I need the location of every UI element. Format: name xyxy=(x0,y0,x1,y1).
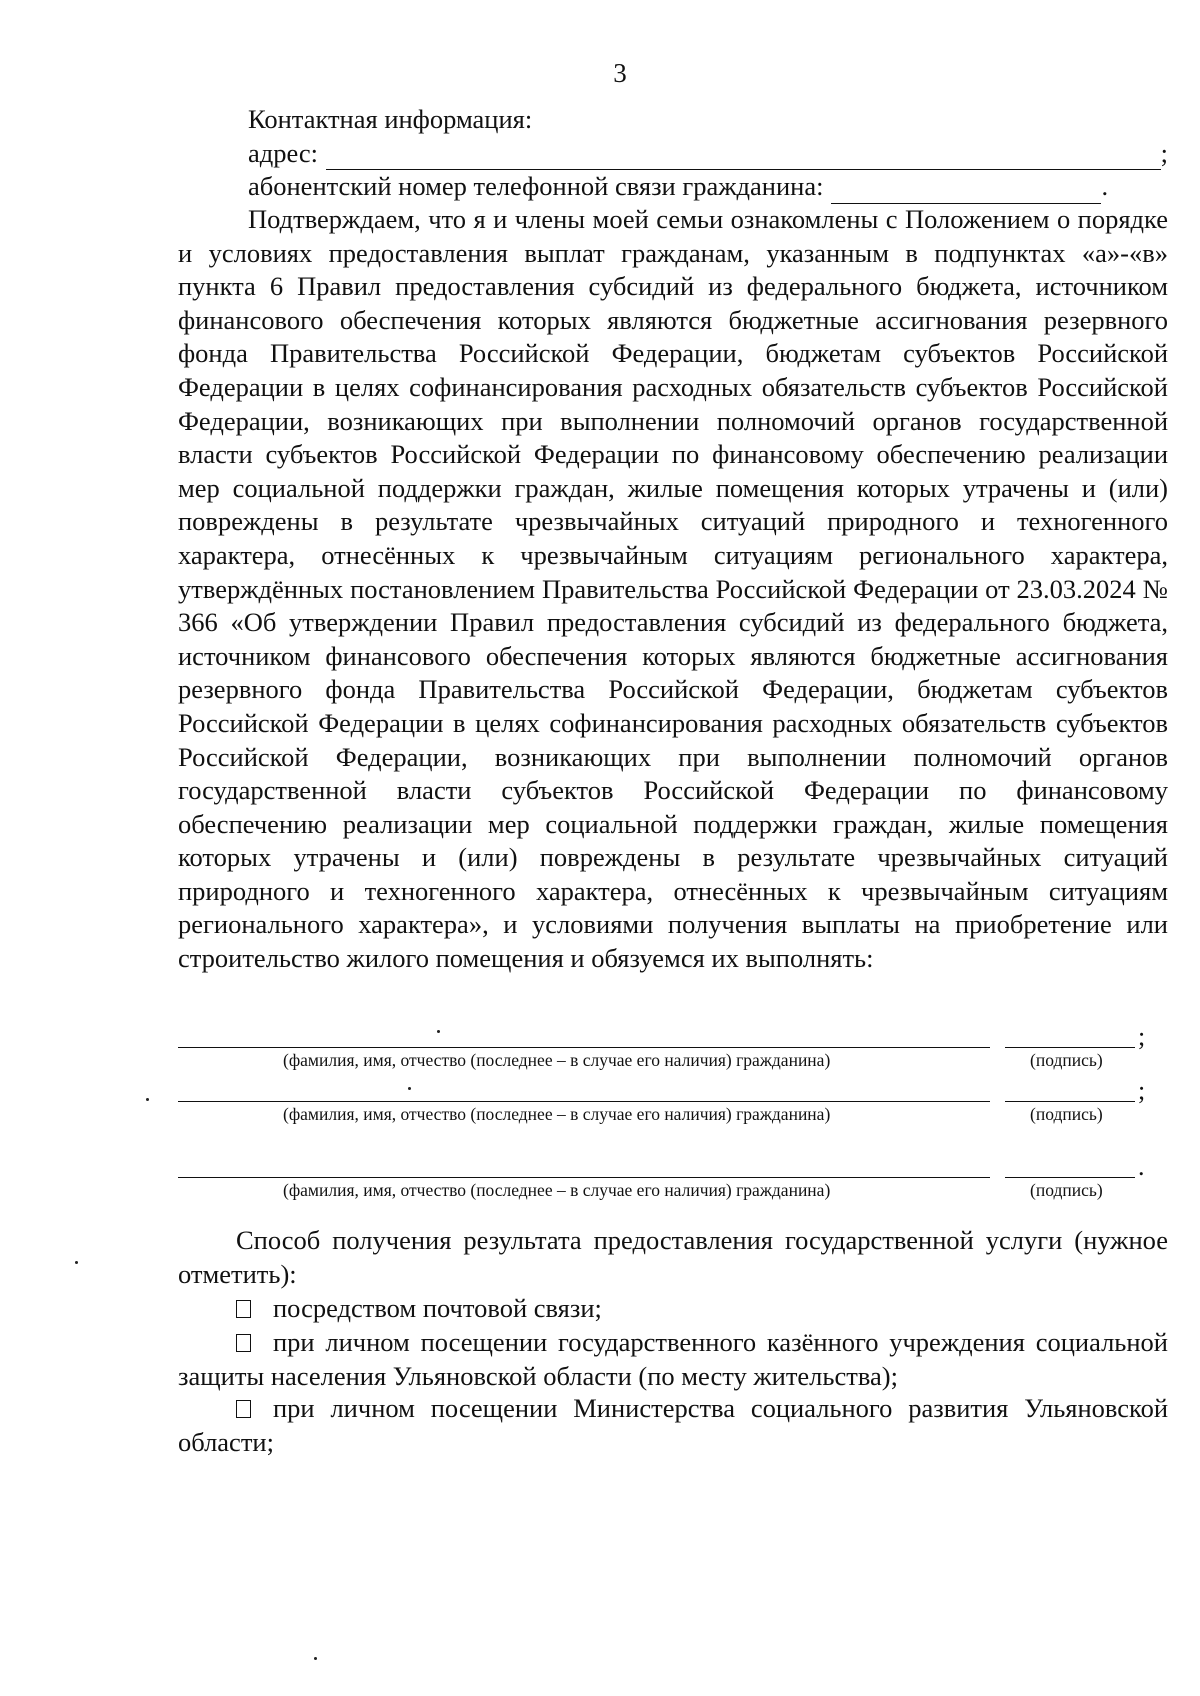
phone-field[interactable] xyxy=(831,177,1101,204)
signature-caption: (подпись) xyxy=(1030,1104,1103,1124)
signature-captions xyxy=(178,1178,1178,1202)
phone-end-punct: . xyxy=(1101,171,1109,202)
citizen-name-caption: (фамилия, имя, отчество (последнее – в случае его наличия) гражданина) xyxy=(283,1050,831,1070)
delivery-option-post xyxy=(178,1292,1168,1326)
signature-block-1 xyxy=(178,1020,1178,1072)
signature-caption: (подпись) xyxy=(1030,1180,1103,1200)
address-end-punct: ; xyxy=(1160,137,1168,168)
phone-row xyxy=(178,170,1168,204)
address-label: адрес: xyxy=(248,137,319,168)
option-label: при личном посещении государственного казённого учреждения социальной защиты населения Ульяновской области (по месту жительства); xyxy=(178,1327,1168,1391)
signature-block-3 xyxy=(178,1150,1178,1202)
scan-speck xyxy=(437,1030,440,1033)
signature-row xyxy=(178,1020,1178,1051)
signature-end-punct: ; xyxy=(1138,1022,1146,1051)
delivery-option-ministry xyxy=(178,1392,1168,1459)
scan-speck xyxy=(408,1087,411,1090)
delivery-method-title: Способ получения результата предоставления государственной услуги (нужное отметить): xyxy=(178,1225,1168,1289)
citizen-name-caption: (фамилия, имя, отчество (последнее – в случае его наличия) гражданина) xyxy=(283,1104,831,1124)
signature-caption: (подпись) xyxy=(1030,1050,1103,1070)
scan-speck xyxy=(75,1261,78,1264)
scan-speck xyxy=(146,1098,149,1101)
signature-captions xyxy=(178,1102,1178,1126)
option-label: при личном посещении Министерства социального развития Ульяновской области; xyxy=(178,1393,1168,1457)
checkbox-social-institution[interactable] xyxy=(236,1334,251,1352)
address-field[interactable] xyxy=(326,143,1161,170)
signature-block-2 xyxy=(178,1074,1178,1126)
signature-row xyxy=(178,1074,1178,1105)
option-label: посредством почтовой связи; xyxy=(273,1293,602,1323)
contact-title xyxy=(178,103,1168,137)
signature-captions xyxy=(178,1048,1178,1072)
page-number: 3 xyxy=(613,58,627,88)
address-row xyxy=(178,137,1168,171)
scan-speck xyxy=(314,1657,317,1660)
contact-section xyxy=(178,103,1168,204)
signature-end-punct: . xyxy=(1138,1152,1145,1181)
citizen-name-caption: (фамилия, имя, отчество (последнее – в случае его наличия) гражданина) xyxy=(283,1180,831,1200)
checkbox-ministry[interactable] xyxy=(236,1400,251,1418)
delivery-option-social-institution xyxy=(178,1326,1168,1393)
contact-title-text: Контактная информация: xyxy=(248,104,533,134)
signature-end-punct: ; xyxy=(1138,1076,1146,1105)
signature-row xyxy=(178,1150,1178,1181)
checkbox-post[interactable] xyxy=(236,1300,251,1318)
phone-label: абонентский номер телефонной связи гражданина: xyxy=(248,171,824,202)
confirmation-paragraph: Подтверждаем, что я и члены моей семьи ознакомлены с Положением о порядке и условиях предоставления выплат гражданам, указанным в подпунктах «а»-«в» пункта 6 Правил предоставления субсидий из федерального бюджета, источником финансового обеспечения которых являются бюджетные ассигнования резервного фонда Правительства Российской Федерации, бюджетам субъектов Российской Федерации в целях софинансирования расходных обязательств субъектов Российской Федерации, возникающих при выполнении полномочий органов государственной власти субъектов Российской Федерации по финансовому обеспечению реализации мер социальной поддержки граждан, жилые помещения которых утрачены и (или) повреждены в результате чрезвычайных ситуаций природного и техногенного характера, отнесённых к чрезвычайным ситуациям регионального характера, утверждённых постановлением Правительства Российской Федерации от 23.03.2024 № 366 «Об утверждении Правил предоставления субсидий из федерального бюджета, источником финансового обеспечения которых являются бюджетные ассигнования резервного фонда Правительства Российской Федерации, бюджетам субъектов Российской Федерации в целях софинансирования расходных обязательств субъектов Российской Федерации, возникающих при выполнении полномочий органов государственной власти субъектов Российской Федерации по финансовому обеспечению реализации мер социальной поддержки граждан, жилые помещения которых утрачены и (или) повреждены в результате чрезвычайных ситуаций природного и техногенного характера, отнесённых к чрезвычайным ситуациям регионального характера», и условиями получения выплаты на приобретение или строительство жилого помещения и обязуемся их выполнять: xyxy=(178,204,1168,974)
